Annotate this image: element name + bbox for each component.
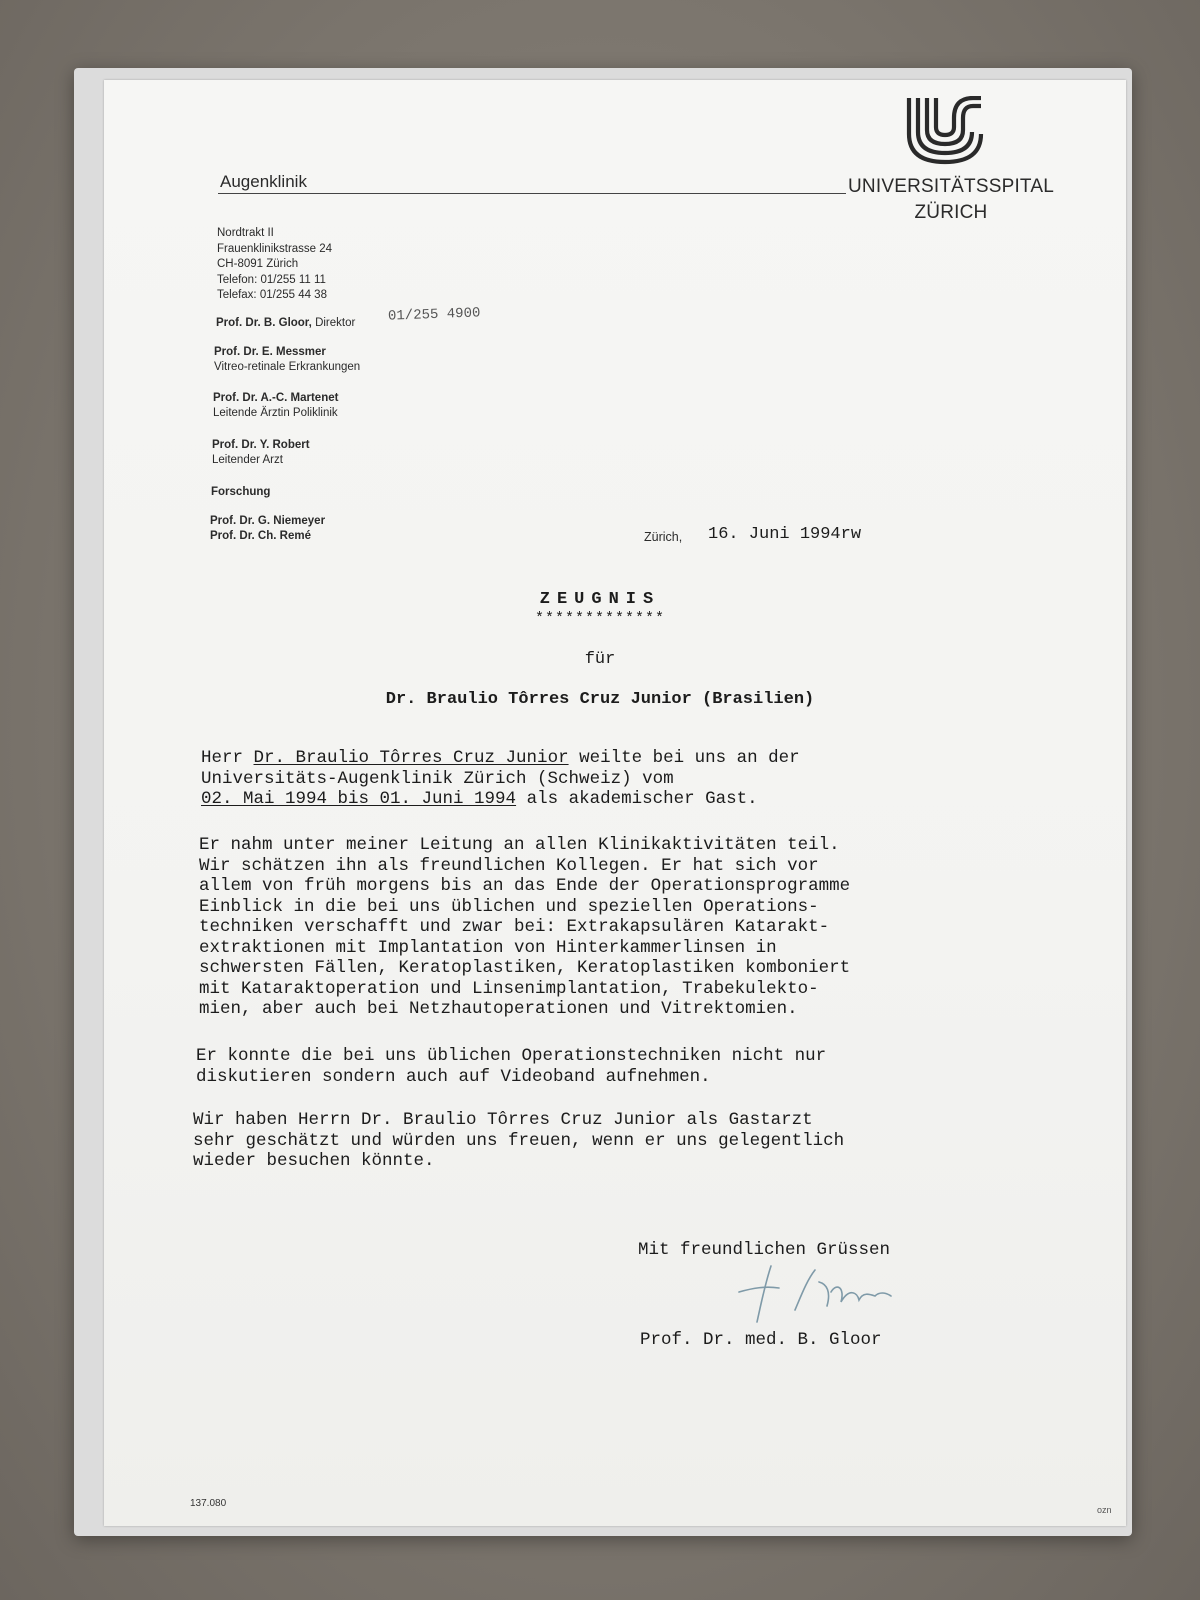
form-number: 137.080 [190, 1498, 227, 1509]
address-line: Frauenklinikstrasse 24 [217, 242, 333, 255]
staff-name: Prof. Dr. E. Messmer [214, 346, 326, 358]
clinic-address [217, 226, 332, 304]
paragraph-4: Wir haben Herrn Dr. Braulio Tôrres Cruz Junior als Gastarzt sehr geschätzt und würden uns freuen, wenn er uns gelegentlich wieder besuchen könnte. [193, 1110, 845, 1171]
handwritten-signature-icon [735, 1262, 905, 1324]
closing-salutation: Mit freundlichen Grüssen [638, 1240, 891, 1260]
p1-rest: weilte bei uns an der [568, 748, 800, 768]
phone-stamp: 01/255 4900 [387, 305, 481, 325]
letter-date: 16. Juni 1994rw [708, 525, 862, 544]
paragraph-2: Er nahm unter meiner Leitung an allen Klinikaktivitäten teil. Wir schätzen ihn als freundlichen Kollegen. Er hat sich vor allem von früh morgens bis an das Ende der Operationsprogramme Einblick in die bei uns üblichen und speziellen Operations- techniken verschafft und zwar bei: Extrakapsulären Katarakt- extraktionen mit Implantation von Hinterkammerlinsen in schwersten Fällen, Keratoplastiken, Keratoplastiken komboniert mit Kataraktoperation und Linsenimplantation, Trabekulekto- mien, aber auch bei Netzhautoperationen und Vitrektomien. [199, 835, 851, 1019]
staff-entry [214, 345, 360, 375]
p1-herr: Herr [201, 748, 254, 768]
staff-role: Leitende Ärztin Poliklinik [213, 407, 338, 419]
research-staff [210, 514, 325, 544]
p1-line2: Universitäts-Augenklinik Zürich (Schweiz) vom [201, 768, 674, 789]
paragraph-1 [201, 748, 800, 810]
address-phone: Telefon: 01/255 11 11 [217, 273, 326, 286]
paragraph-3: Er konnte die bei uns üblichen Operationstechniken nicht nur diskutieren sondern auch auf Videoband aufnehmen. [196, 1046, 827, 1087]
address-line: Nordtrakt II [217, 227, 274, 239]
director-role: Direktor [315, 317, 356, 329]
printer-mark: ozn [1097, 1505, 1112, 1515]
staff-name: Prof. Dr. A.-C. Martenet [213, 392, 339, 404]
research-heading-text: Forschung [211, 486, 271, 498]
title-underline-stars: ************* [534, 610, 666, 627]
staff-name: Prof. Dr. Y. Robert [212, 439, 310, 451]
staff-role: Vitreo-retinale Erkrankungen [214, 361, 361, 373]
research-staff-name: Prof. Dr. Ch. Remé [210, 530, 311, 542]
institution-line2: ZÜRICH [914, 202, 988, 223]
address-fax: Telefax: 01/255 44 38 [217, 289, 327, 301]
p1-rest3: als akademischer Gast. [516, 789, 758, 809]
director-line [216, 316, 355, 331]
institution-name [848, 174, 1054, 226]
director-name: Prof. Dr. B. Gloor, [216, 317, 312, 329]
address-line: CH-8091 Zürich [217, 258, 299, 270]
staff-entry [213, 391, 338, 421]
department-name: Augenklinik [220, 172, 307, 191]
signatory-name: Prof. Dr. med. B. Gloor [640, 1330, 882, 1350]
institution-line1: UNIVERSITÄTSSPITAL [848, 176, 1054, 197]
date-place: Zürich, [644, 530, 683, 544]
staff-entry [212, 438, 310, 468]
research-heading [211, 485, 270, 500]
usz-logo-icon [905, 96, 985, 168]
for-label: für [584, 650, 616, 669]
recipient-name: Dr. Braulio Tôrres Cruz Junior (Brasilien) [385, 690, 815, 709]
p1-name: Dr. Braulio Tôrres Cruz Junior [253, 748, 569, 768]
document-title: ZEUGNIS [539, 590, 661, 609]
p1-dates: 02. Mai 1994 bis 01. Juni 1994 [201, 789, 517, 809]
staff-role: Leitender Arzt [212, 454, 283, 466]
letterhead-rule [218, 193, 846, 194]
research-staff-name: Prof. Dr. G. Niemeyer [210, 515, 326, 527]
